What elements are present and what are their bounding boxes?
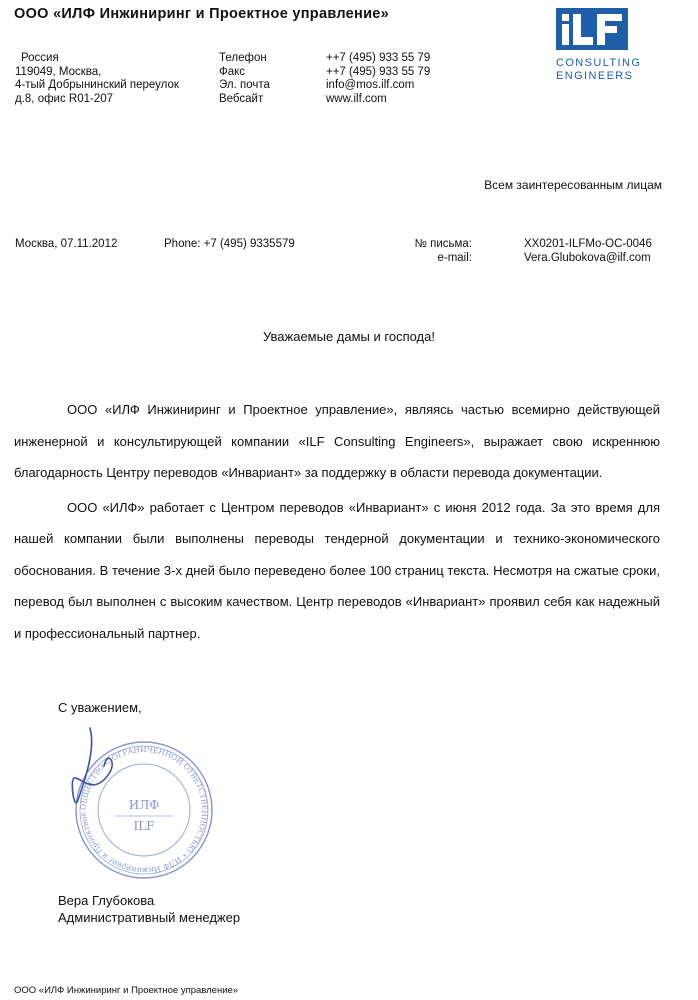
greeting: Уважаемые дамы и господа! (263, 329, 435, 344)
email-label: e-mail: (437, 252, 472, 264)
recipient: Всем заинтересованным лицам (484, 178, 662, 192)
fax-label: Факс (219, 65, 246, 78)
phone-label: Телефон (219, 52, 267, 64)
place-date: Москва, 07.11.2012 (15, 238, 118, 250)
fax-value: ++7 (495) 933 55 79 (326, 65, 431, 78)
logo-line: CONSULTING (556, 57, 642, 69)
stamp-ring-text: ОБЩЕСТВО С ОГРАНИЧЕННОЙ ОТВЕТСТВЕННОСТЬЮ • ИЛФ Инжиниринг и Проектное (78, 744, 210, 876)
company-name: ООО «ИЛФ Инжиниринг и Проектное управление» (14, 6, 390, 22)
signer-title: Административный менеджер (58, 910, 241, 925)
meta-labels (415, 237, 472, 265)
email-value: info@mos.ilf.com (326, 79, 415, 91)
meta-values (524, 237, 652, 265)
address-line: 119049, Москва, (15, 65, 102, 78)
address-line: Россия (21, 52, 59, 64)
address-line: 4-тый Добрынинский переулок (15, 79, 179, 91)
letter-number: XX0201-ILFMo-OC-0046 (524, 238, 652, 250)
phone-value: ++7 (495) 933 55 79 (326, 52, 431, 64)
stamp-center-bottom: ILF (133, 819, 155, 833)
logo-line: ENGINEERS (556, 69, 634, 82)
signer-name: Вера Глубокова (58, 893, 155, 908)
letter-number-label: № письма: (414, 238, 472, 250)
email-label: Эл. почта (219, 79, 270, 91)
closing: С уважением, (58, 700, 142, 715)
address-line: д.8, офис R01-207 (15, 92, 114, 105)
paragraph: ООО «ИЛФ» работает с Центром переводов «Инвариант» с июня 2012 года. За это время для нашей компании были выполнены переводы тендерной документации и технико-экономического обоснования. В течение 3-х дней было переведено более 100 страниц текста. Несмотря на сжатые сроки, перевод был выполнен с высоким качеством. Центр переводов «Инвариант» проявил себя как надежный и профессиональный партнер. (14, 499, 660, 641)
ilf-logo-mark (556, 8, 628, 50)
website-value: www.ilf.com (326, 92, 387, 105)
stamp-center-top: ИЛФ (128, 798, 160, 812)
signer (58, 892, 240, 926)
company-address (15, 52, 179, 106)
company-logo (556, 8, 656, 82)
footer: ООО «ИЛФ Инжиниринг и Проектное управление» (14, 985, 239, 996)
sender-email: Vera.Glubokova@ilf.com (524, 252, 651, 264)
sender-phone: Phone: +7 (495) 9335579 (164, 238, 295, 250)
paragraph: ООО «ИЛФ Инжиниринг и Проектное управление», являясь частью всемирно действующей инженерной и консультирующей компании «ILF Consulting Engineers», выражает свою искреннюю благодарность Центру переводов «Инвариант» за поддержку в области перевода документации. (14, 402, 660, 480)
contact-values (326, 52, 430, 106)
letter-body (14, 394, 660, 652)
contact-labels (219, 52, 270, 106)
company-stamp (64, 720, 214, 885)
website-label: Вебсайт (219, 92, 264, 105)
